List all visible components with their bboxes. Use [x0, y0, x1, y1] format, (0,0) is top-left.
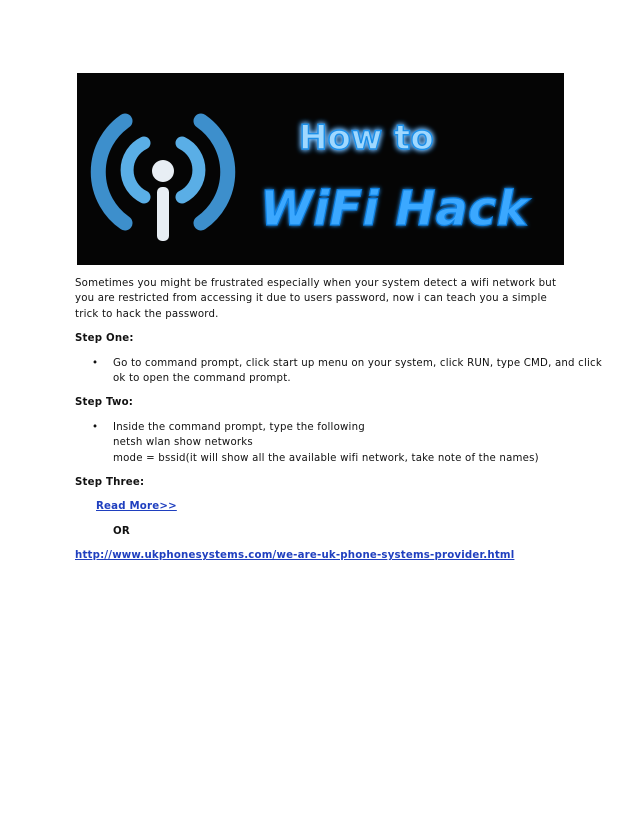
bullet-icon: •: [92, 421, 99, 433]
bullet-icon: •: [92, 357, 99, 369]
or-separator: OR: [113, 525, 130, 537]
wifi-hack-banner: [77, 73, 564, 265]
step-one-bullet-item: [75, 356, 602, 387]
step-one-line: Go to command prompt, click start up menu on your system, click RUN, type CMD, and click: [113, 357, 602, 369]
step-three-heading: Step Three:: [75, 477, 145, 489]
intro-paragraph: Sometimes you might be frustrated especially when your system detect a wifi network but you are restricted from accessing it due to users password, now i can teach you a simple trick to hack the password.: [75, 278, 557, 320]
step-one-line: ok to open the command prompt.: [113, 373, 291, 385]
step-one-heading: Step One:: [75, 333, 134, 345]
step-two-bullet-item: [75, 420, 565, 466]
article-body: [75, 276, 602, 564]
banner-title-line2: WiFi Hack: [260, 181, 529, 237]
step-two-heading: Step Two:: [75, 397, 134, 409]
wifi-signal-icon: [98, 121, 227, 241]
banner-title-line1: How to: [299, 118, 434, 158]
read-more-link[interactable]: Read More>>: [96, 501, 177, 513]
step-two-line: mode = bssid(it will show all the available wifi network, take note of the names): [113, 452, 539, 464]
step-two-line: Inside the command prompt, type the following: [113, 421, 365, 433]
step-two-line: netsh wlan show networks: [113, 437, 253, 449]
banner-graphic: [77, 73, 564, 265]
provider-url-link[interactable]: http://www.ukphonesystems.com/we-are-uk-phone-systems-provider.html: [75, 550, 515, 562]
